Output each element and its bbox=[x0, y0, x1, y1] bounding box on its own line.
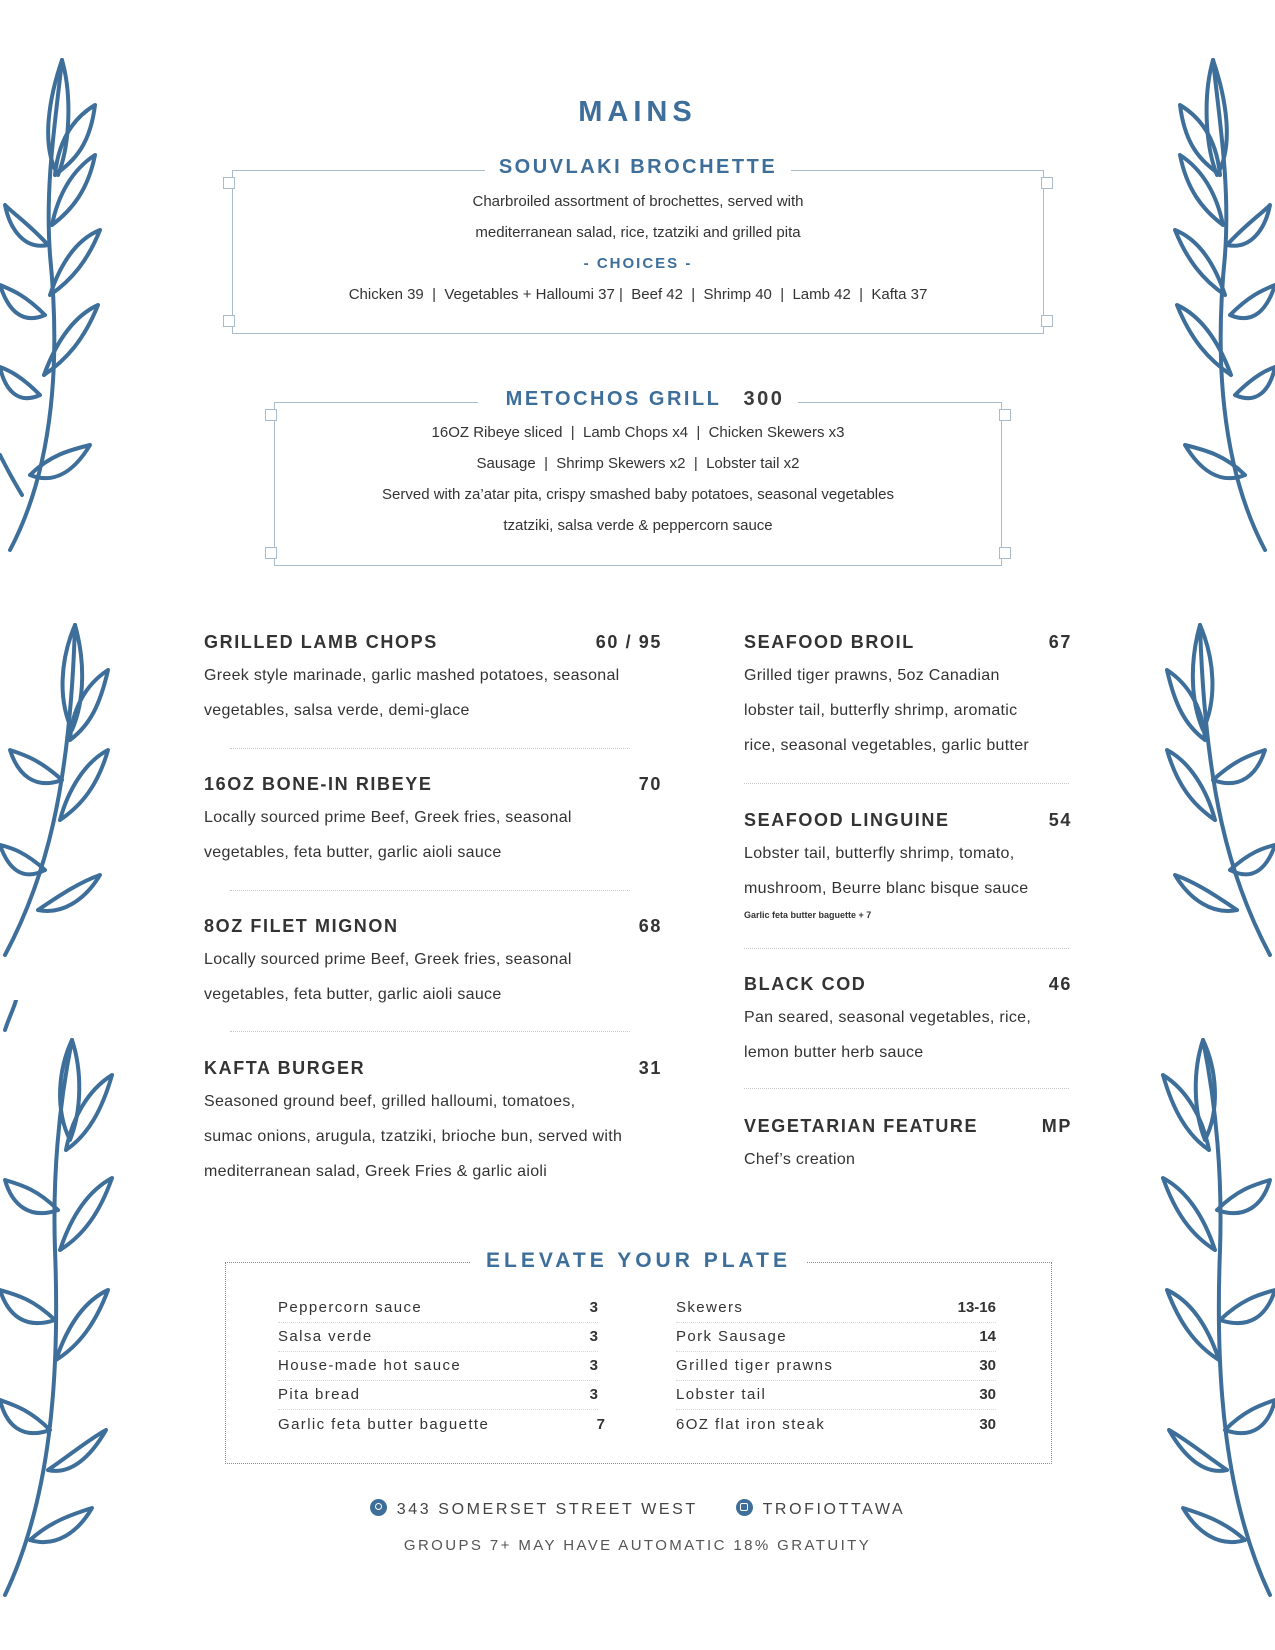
menu-item bbox=[744, 1116, 1072, 1176]
extra-price: 7 bbox=[596, 1416, 605, 1433]
extra-row bbox=[278, 1410, 605, 1439]
metochos-title: METOCHOS GRILL bbox=[492, 388, 736, 410]
item-note: Garlic feta butter baguette + 7 bbox=[744, 910, 872, 920]
item-price: 68 bbox=[638, 916, 662, 936]
divider bbox=[230, 1031, 630, 1032]
item-name: 8OZ FILET MIGNON bbox=[204, 916, 399, 936]
extra-row bbox=[278, 1380, 598, 1410]
item-desc: Locally sourced prime Beef, Greek fries, seasonal bbox=[204, 809, 572, 826]
item-desc: lemon butter herb sauce bbox=[744, 1044, 924, 1061]
menu-item bbox=[744, 810, 1072, 930]
item-desc: Pan seared, seasonal vegetables, rice, bbox=[744, 1009, 1032, 1026]
page-title: MAINS bbox=[578, 96, 697, 128]
item-name: 16OZ BONE-IN RIBEYE bbox=[204, 774, 433, 794]
item-name: KAFTA BURGER bbox=[204, 1058, 366, 1078]
item-name: SEAFOOD BROIL bbox=[744, 632, 915, 652]
item-desc: vegetables, salsa verde, demi-glace bbox=[204, 702, 470, 719]
extras-section bbox=[225, 1249, 1052, 1464]
extra-price: 13-16 bbox=[957, 1299, 996, 1316]
item-price: 60 / 95 bbox=[595, 632, 662, 652]
souvlaki-desc-line2: mediterranean salad, rice, tzatziki and grilled pita bbox=[475, 224, 801, 241]
divider bbox=[744, 783, 1069, 784]
metochos-price: 300 bbox=[743, 388, 785, 410]
extra-price: 30 bbox=[979, 1416, 996, 1433]
instagram-handle[interactable]: TROFIOTTAWA bbox=[762, 1501, 906, 1518]
instagram-icon bbox=[736, 1499, 753, 1516]
extra-price: 14 bbox=[979, 1328, 996, 1345]
item-name: SEAFOOD LINGUINE bbox=[744, 810, 950, 830]
menu-item bbox=[204, 916, 662, 1006]
address: 343 SOMERSET STREET WEST bbox=[396, 1501, 698, 1518]
extra-row bbox=[676, 1351, 996, 1381]
item-desc: Seasoned ground beef, grilled halloumi, tomatoes, bbox=[204, 1093, 576, 1110]
menu-item bbox=[204, 632, 662, 722]
extra-name: Garlic feta butter baguette bbox=[278, 1416, 490, 1433]
olive-branch-icon bbox=[0, 55, 110, 555]
souvlaki-desc-line1: Charbroiled assortment of brochettes, served with bbox=[472, 193, 804, 210]
divider bbox=[744, 948, 1069, 949]
extra-name: Pita bread bbox=[278, 1386, 361, 1403]
item-desc: Locally sourced prime Beef, Greek fries, seasonal bbox=[204, 951, 572, 968]
extra-price: 3 bbox=[589, 1328, 598, 1345]
gratuity-note: GROUPS 7+ MAY HAVE AUTOMATIC 18% GRATUITY bbox=[403, 1537, 872, 1554]
item-desc: vegetables, feta butter, garlic aioli sauce bbox=[204, 844, 502, 861]
extra-price: 30 bbox=[979, 1357, 996, 1374]
item-price: 67 bbox=[1048, 632, 1072, 652]
item-desc: mushroom, Beurre blanc bisque sauce bbox=[744, 880, 1029, 897]
footer bbox=[0, 1499, 1275, 1554]
extra-price: 3 bbox=[589, 1357, 598, 1374]
souvlaki-section bbox=[232, 156, 1044, 334]
extra-name: Skewers bbox=[676, 1299, 744, 1316]
extra-row bbox=[278, 1322, 598, 1352]
menu-item bbox=[744, 632, 1072, 752]
extra-name: House-made hot sauce bbox=[278, 1357, 462, 1374]
item-desc: rice, seasonal vegetables, garlic butter bbox=[744, 737, 1030, 754]
menu-item bbox=[204, 1058, 662, 1188]
location-pin-icon bbox=[370, 1499, 387, 1516]
olive-branch-icon bbox=[1165, 55, 1275, 555]
extra-name: Peppercorn sauce bbox=[278, 1299, 423, 1316]
metochos-section bbox=[274, 388, 1002, 566]
metochos-line4: tzatziki, salsa verde & peppercorn sauce bbox=[503, 517, 773, 534]
item-price: 70 bbox=[638, 774, 662, 794]
extra-name: Grilled tiger prawns bbox=[676, 1357, 834, 1374]
divider bbox=[230, 748, 630, 749]
item-desc: Greek style marinade, garlic mashed potatoes, seasonal bbox=[204, 667, 620, 684]
extra-name: Salsa verde bbox=[278, 1328, 373, 1345]
item-desc: Lobster tail, butterfly shrimp, tomato, bbox=[744, 845, 1015, 862]
olive-branch-icon bbox=[0, 620, 110, 960]
extra-price: 30 bbox=[979, 1386, 996, 1403]
extra-row bbox=[676, 1322, 996, 1352]
item-desc: vegetables, feta butter, garlic aioli sauce bbox=[204, 986, 502, 1003]
metochos-line3: Served with za’atar pita, crispy smashed baby potatoes, seasonal vegetables bbox=[382, 486, 894, 503]
item-name: VEGETARIAN FEATURE bbox=[744, 1116, 979, 1136]
metochos-line1: 16OZ Ribeye sliced | Lamb Chops x4 | Chicken Skewers x3 bbox=[431, 424, 845, 441]
extra-row bbox=[676, 1410, 996, 1439]
item-name: BLACK COD bbox=[744, 974, 867, 994]
item-desc: mediterranean salad, Greek Fries & garlic aioli bbox=[204, 1163, 548, 1180]
menu-item bbox=[204, 774, 662, 864]
extra-name: Lobster tail bbox=[676, 1386, 767, 1403]
item-desc: sumac onions, arugula, tzatziki, brioche bun, served with bbox=[204, 1128, 623, 1145]
extra-price: 3 bbox=[589, 1386, 598, 1403]
divider bbox=[744, 1088, 1069, 1089]
extra-row bbox=[278, 1293, 598, 1323]
extras-title: ELEVATE YOUR PLATE bbox=[470, 1249, 807, 1272]
item-price: 46 bbox=[1048, 974, 1072, 994]
extra-row bbox=[278, 1351, 598, 1381]
item-desc: Grilled tiger prawns, 5oz Canadian bbox=[744, 667, 1000, 684]
divider bbox=[230, 890, 630, 891]
extra-price: 3 bbox=[589, 1299, 598, 1316]
item-desc: lobster tail, butterfly shrimp, aromatic bbox=[744, 702, 1018, 719]
menu-item bbox=[744, 974, 1072, 1064]
olive-branch-icon bbox=[1165, 620, 1275, 960]
extra-name: 6OZ flat iron steak bbox=[676, 1416, 826, 1433]
item-price: 31 bbox=[638, 1058, 662, 1078]
extra-row bbox=[676, 1293, 996, 1323]
choices-label: - CHOICES - bbox=[583, 255, 693, 272]
souvlaki-choices: Chicken 39 | Vegetables + Halloumi 37 | Beef 42 | Shrimp 40 | Lamb 42 | Kafta 37 bbox=[348, 286, 928, 303]
item-price: MP bbox=[1041, 1116, 1072, 1136]
extra-row bbox=[676, 1380, 996, 1410]
item-desc: Chef’s creation bbox=[744, 1151, 856, 1168]
metochos-line2: Sausage | Shrimp Skewers x2 | Lobster tail x2 bbox=[476, 455, 800, 472]
item-name: GRILLED LAMB CHOPS bbox=[204, 632, 438, 652]
item-price: 54 bbox=[1048, 810, 1072, 830]
extra-name: Pork Sausage bbox=[676, 1328, 788, 1345]
souvlaki-title: SOUVLAKI BROCHETTE bbox=[485, 156, 791, 178]
